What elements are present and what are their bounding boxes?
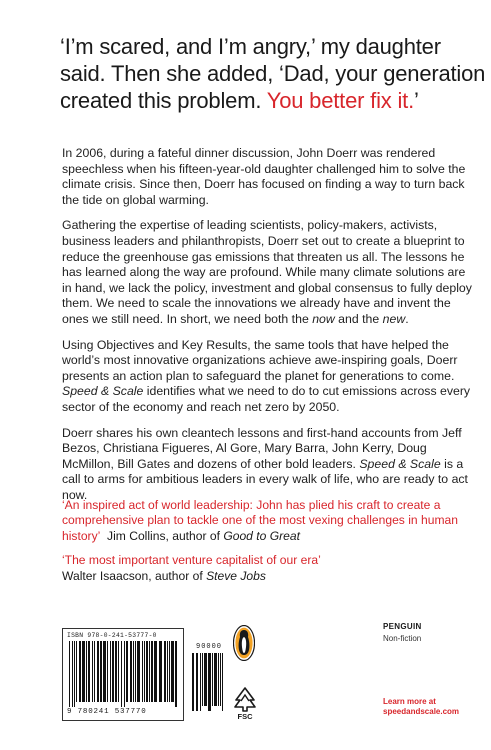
barcode-bar (151, 641, 153, 702)
barcode-bar (76, 641, 77, 702)
barcode-bar (118, 641, 119, 702)
barcode-bar (214, 653, 217, 706)
barcode-bar (202, 653, 203, 706)
barcode-bar (72, 641, 73, 707)
fsc-logo (232, 686, 258, 720)
barcode-bar (208, 653, 211, 711)
barcode-bar (74, 641, 75, 707)
barcode-bar (169, 641, 170, 702)
barcode-bar (175, 641, 177, 707)
book-title-italic: Speed & Scale (62, 384, 144, 399)
barcode-bar (107, 641, 108, 702)
barcode-bar (222, 653, 223, 711)
blurb-text: Using Objectives and Key Results, the same tools that have helped the world’s most innovative organizations achieve awe-inspiring goals, Doerr presents an action plan to safeguard the planet for generations to come. (62, 337, 458, 383)
barcode-bar (112, 641, 114, 702)
barcode-bar (146, 641, 148, 702)
isbn-label: ISBN 978-0-241-53777-0 (67, 632, 157, 639)
blurb-text: is a call to arms for ambitious leaders in every walk of life, who are ready to act now. (62, 456, 468, 502)
barcode-bar (159, 641, 162, 702)
barcode-bar (97, 641, 99, 702)
endorsement-quote: ‘An inspired act of world leadership: John has plied his craft to create a comprehensive plan to tackle one of the most vexing challenges in human history’ (62, 498, 458, 543)
headline-emphasis: You better fix it. (266, 88, 414, 113)
barcode-bar (149, 641, 150, 702)
headline-part-3: ’ (413, 88, 419, 113)
barcode-bar (133, 641, 134, 702)
barcode-bar (79, 641, 81, 702)
endorsement-quote: ‘The most important venture capitalist of our era’ (62, 553, 321, 568)
blurb-paragraph-1 (62, 146, 478, 208)
barcode-bar (126, 641, 128, 702)
blurb-text: . (405, 311, 409, 326)
barcode-bar (115, 641, 117, 702)
barcode-bar (92, 641, 93, 702)
endorsement-book: Steve Jobs (206, 568, 266, 583)
barcode-bar (130, 641, 132, 702)
blurb-paragraph-2 (62, 218, 478, 327)
endorsement-attribution: Walter Isaacson, author of (62, 568, 207, 583)
barcode-bar (142, 641, 143, 702)
endorsement-book: Good to Great (223, 528, 300, 543)
barcode-bar (110, 641, 111, 702)
price-barcode-bars (192, 653, 226, 711)
endorsement-1 (62, 498, 482, 544)
blurb-text: identifies what we need to do to cut emissions across every sector of the economy and reach net zero by 2050. (62, 384, 471, 414)
barcode-bar (204, 653, 207, 706)
barcode-bar (94, 641, 95, 702)
barcode-bar (154, 641, 157, 702)
barcode-bar (212, 653, 213, 706)
blurb-text: In 2006, during a fateful dinner discussion, John Doerr was rendered speechless when his fifteen-year-old daughter challenged him to solve the climate crisis. Since then, Doerr has focused on finding a way to turn back the tide on global warming. (62, 146, 466, 207)
blurb-emphasis-now: now (312, 311, 335, 326)
endorsement-attribution: Jim Collins, author of (107, 528, 224, 543)
barcode-bar (124, 641, 125, 707)
barcode-bar (88, 641, 90, 702)
barcode-bar (100, 641, 102, 702)
blurb-emphasis-new: new (382, 311, 406, 326)
book-title-italic: Speed & Scale (359, 456, 441, 471)
barcode-bar (196, 653, 198, 711)
barcode-bar (69, 641, 70, 707)
barcode-bar (220, 653, 221, 706)
barcode-bar (218, 653, 219, 706)
barcode-bar (164, 641, 166, 702)
blurb-paragraph-4 (62, 426, 478, 504)
blurb-text: and the (334, 311, 383, 326)
blurb-text: Gathering the expertise of leading scientists, policy-makers, activists, business leaders and philanthropists, Doerr set out to create a blueprint to reduce the greenhouse gas emissions that threaten us all. The lessons he has learned along the way are profound. While many climate solutions are in hand, we lack the policy, investment and global consensus to fully deploy them. We need to scale the innovations we already have and invent the ones we still need. In short, we need both the (62, 218, 472, 326)
endorsement-2 (62, 553, 482, 584)
price-code: 90000 (196, 643, 223, 651)
fsc-text: FSC (237, 712, 253, 720)
barcode-bar (167, 641, 168, 702)
book-blurb (62, 146, 478, 513)
barcode-bar (86, 641, 87, 702)
learn-more-label: Learn more at (383, 697, 436, 706)
headline-quote (60, 33, 490, 114)
headline-part-1: ‘I’m scared, and I’m angry,’ my daughter said. Then she added, ‘Dad, your generation created this problem. (60, 34, 486, 113)
barcode-bar (103, 641, 106, 702)
barcode-bar (200, 653, 201, 711)
blurb-text: Doerr shares his own cleantech lessons and first-hand accounts from Jeff Bezos, Christiana Figueres, Al Gore, Mary Barra, John Kerry, Doug McMillon, Bill Gates and dozens of other bold leaders. (62, 425, 462, 471)
isbn-barcode (62, 628, 184, 721)
blurb-paragraph-3 (62, 338, 478, 416)
barcode-bar (137, 641, 140, 702)
book-category: Non-fiction (383, 634, 422, 643)
isbn-digits: 9 780241 537770 (67, 708, 147, 716)
barcode-bar (82, 641, 85, 702)
barcode-bar (144, 641, 145, 702)
barcode-bar (121, 641, 122, 707)
barcode-bar (135, 641, 136, 702)
barcode-bar (171, 641, 174, 702)
barcode-bars (69, 641, 177, 707)
endorsements (62, 498, 482, 593)
penguin-logo (233, 625, 255, 661)
website-url: speedandscale.com (383, 707, 460, 716)
website-link[interactable] (383, 697, 459, 717)
publisher-name: PENGUIN (383, 622, 422, 631)
barcode-bar (192, 653, 194, 711)
